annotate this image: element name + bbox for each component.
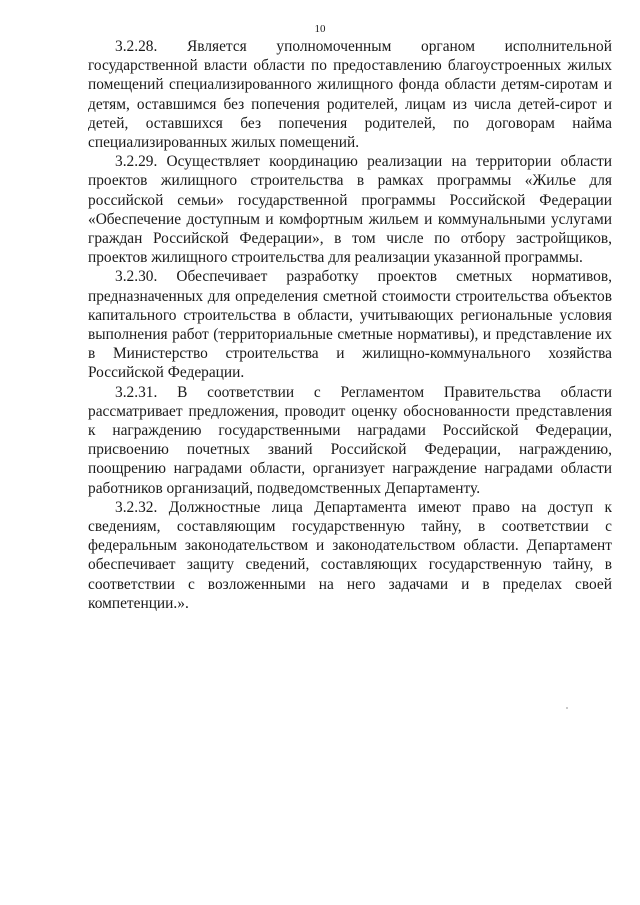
paragraph-3-2-29: 3.2.29. Осуществляет координацию реализации на территории области проектов жилищного строительства в рамках программы «Жилье для российской семьи» государственной программы Российской Федерации «Обеспечение доступным и комфортным жильем и коммунальными услугами граждан Российской Федерации», в том числе по отбору застройщиков, проектов жилищного строительства для реализации указанной программы.: [88, 153, 612, 267]
paragraph-3-2-30: 3.2.30. Обеспечивает разработку проектов сметных нормативов, предназначенных для определения сметной стоимости строительства объектов капитального строительства в области, учитывающих региональные условия выполнения работ (территориальные сметные нормативы), и представление их в Министерство строительства и жилищно-коммунального хозяйства Российской Федерации.: [88, 268, 612, 382]
paragraph-3-2-28: 3.2.28. Является уполномоченным органом исполнительной государственной власти области по предоставлению благоустроенных жилых помещений специализированного жилищного фонда области детям-сиротам и детям, оставшимся без попечения родителей, лицам из числа детей-сирот и детей, оставшихся без попечения родителей, по договорам найма специализированных жилых помещений.: [88, 38, 612, 152]
document-body: [88, 37, 612, 613]
paragraph-3-2-32: 3.2.32. Должностные лица Департамента имеют право на доступ к сведениям, составляющим государственную тайну, в соответствии с федеральным законодательством и законодательством области. Департамент обеспечивает защиту сведений, составляющих государственную тайну, в соответствии с возложенными на него задачами и в пределах своей компетенции.».: [88, 498, 612, 612]
page-number: 10: [314, 23, 326, 35]
paragraph-3-2-31: 3.2.31. В соответствии с Регламентом Правительства области рассматривает предложения, проводит оценку обоснованности представления к награждению государственными наградами Российской Федерации, присвоению почетных званий Российской Федерации, награждению, поощрению наградами области, организует награждение наградами области работников организаций, подведомственных Департаменту.: [88, 383, 612, 497]
scan-speck: [566, 707, 568, 709]
